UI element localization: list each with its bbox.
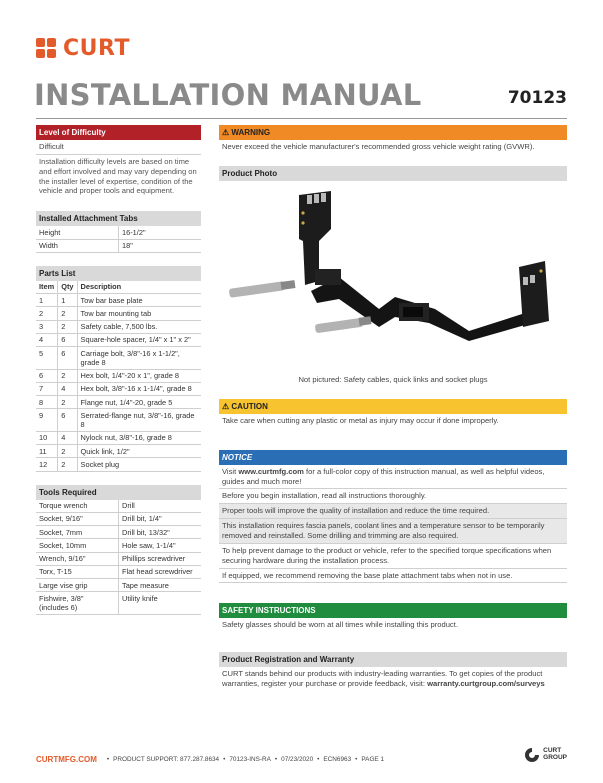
- tool-cell: Socket, 7mm: [36, 526, 119, 539]
- table-row: [36, 382, 201, 395]
- tool-cell: Drill: [119, 500, 202, 513]
- notice-item: To help prevent damage to the product or vehicle, refer to the specified torque specifications when securing hardware during the installation process.: [219, 544, 567, 569]
- parts-cell-qty: 4: [58, 382, 77, 395]
- tool-cell: Fishwire, 3/8" (includes 6): [36, 592, 119, 615]
- table-row: [36, 369, 201, 382]
- warning-text: Never exceed the vehicle manufacturer's recommended gross vehicle weight rating (GVWR).: [222, 142, 535, 151]
- parts-cell-qty: 6: [58, 347, 77, 370]
- parts-cell-qty: 2: [58, 307, 77, 320]
- parts-cell-qty: 2: [58, 369, 77, 382]
- parts-cell-desc: Tow bar mounting tab: [77, 307, 201, 320]
- notice-item: If equipped, we recommend removing the base plate attachment tabs when not in use.: [219, 569, 567, 584]
- caution-triangle-icon: ⚠: [222, 401, 230, 411]
- parts-cell-item: 2: [36, 307, 58, 320]
- table-row: [36, 458, 201, 471]
- table-row: [36, 512, 201, 525]
- notice-header: NOTICE: [219, 450, 567, 465]
- tool-cell: Flat head screwdriver: [119, 565, 202, 578]
- table-row: [36, 592, 201, 615]
- tool-cell: Utility knife: [119, 592, 202, 615]
- table-header-row: [36, 281, 201, 294]
- difficulty-header: Level of Difficulty: [36, 125, 201, 140]
- caution-header: [219, 399, 567, 414]
- parts-list-table: [36, 281, 201, 472]
- parts-cell-desc: Socket plug: [77, 458, 201, 471]
- notice-section: [219, 450, 567, 584]
- tool-cell: Drill bit, 1/4": [119, 512, 202, 525]
- attachment-width-value: 18": [119, 239, 202, 252]
- table-row: [36, 526, 201, 539]
- curt-group-logo: [524, 747, 567, 763]
- difficulty-level: Difficult: [36, 140, 201, 155]
- footer-site-link[interactable]: CURTMFG.COM: [36, 755, 97, 764]
- curt-group-mark-icon: [524, 747, 540, 763]
- tools-section: [36, 485, 201, 615]
- parts-cell-desc: Serrated-flange nut, 3/8"-16, grade 8: [77, 409, 201, 432]
- parts-cell-item: 5: [36, 347, 58, 370]
- parts-cell-desc: Nylock nut, 3/8"-16, grade 8: [77, 431, 201, 444]
- parts-cell-desc: Carriage bolt, 3/8"-16 x 1-1/2", grade 8: [77, 347, 201, 370]
- parts-cell-item: 10: [36, 431, 58, 444]
- attachment-tabs-table: [36, 226, 201, 253]
- header-divider: [36, 118, 567, 119]
- registration-section: [219, 652, 567, 691]
- tool-cell: Wrench, 9/16": [36, 552, 119, 565]
- table-row: [36, 333, 201, 346]
- column-header-description: Description: [77, 281, 201, 294]
- registration-link[interactable]: warranty.curtgroup.com/surveys: [427, 679, 545, 689]
- parts-cell-item: 11: [36, 445, 58, 458]
- tools-header: Tools Required: [36, 485, 201, 500]
- parts-cell-item: 12: [36, 458, 58, 471]
- registration-text: [219, 667, 567, 691]
- tool-cell: Socket, 10mm: [36, 539, 119, 552]
- table-row: [36, 445, 201, 458]
- parts-cell-item: 8: [36, 396, 58, 409]
- difficulty-section: [36, 125, 201, 198]
- parts-cell-item: 3: [36, 320, 58, 333]
- footer: CURTMFG.COM • PRODUCT SUPPORT: 877.287.8634 • 70123-INS-RA • 07/23/2020 • ECN6963 • PAGE 1: [36, 755, 385, 764]
- group-line2: GROUP: [543, 754, 567, 761]
- parts-cell-qty: 2: [58, 445, 77, 458]
- parts-cell-desc: Flange nut, 1/4"-20, grade 5: [77, 396, 201, 409]
- registration-header: Product Registration and Warranty: [219, 652, 567, 667]
- table-row: [36, 500, 201, 513]
- tool-cell: Hole saw, 1-1/4": [119, 539, 202, 552]
- notice-visit: [219, 465, 567, 490]
- tool-cell: Phillips screwdriver: [119, 552, 202, 565]
- curt-logo-mark-icon: [36, 38, 58, 60]
- parts-cell-qty: 2: [58, 396, 77, 409]
- table-row: [36, 409, 201, 432]
- tool-cell: Large vise grip: [36, 579, 119, 592]
- tool-cell: Socket, 9/16": [36, 512, 119, 525]
- parts-cell-item: 1: [36, 294, 58, 307]
- table-row: [36, 552, 201, 565]
- tool-cell: Tape measure: [119, 579, 202, 592]
- table-row: [36, 320, 201, 333]
- caution-text: Take care when cutting any plastic or metal as injury may occur if done improperly.: [222, 415, 499, 425]
- parts-cell-desc: Safety cable, 7,500 lbs.: [77, 320, 201, 333]
- tow-bar-image: [219, 181, 567, 373]
- warning-header: [219, 125, 567, 140]
- footer-doc-number: 70123-INS-RA: [229, 756, 271, 763]
- parts-cell-desc: Quick link, 1/2": [77, 445, 201, 458]
- safety-text: Safety glasses should be worn at all times while installing this product.: [222, 620, 458, 630]
- parts-cell-item: 9: [36, 409, 58, 432]
- footer-page: PAGE 1: [361, 756, 385, 763]
- parts-cell-desc: Tow bar base plate: [77, 294, 201, 307]
- notice-visit-suffix: for a full-color copy of this instruction manual, as well as helpful videos, guides and much more!: [222, 466, 545, 486]
- curt-logo: [36, 36, 130, 61]
- group-line1: CURT: [543, 747, 562, 755]
- table-row: [36, 239, 201, 252]
- notice-item: This installation requires fascia panels, coolant lines and a temperature sensor to be temporarily removed and reinstalled. Some drilling and trimming are also required.: [219, 519, 567, 544]
- footer-ecn: ECN6963: [323, 756, 352, 763]
- table-row: [36, 347, 201, 370]
- column-header-qty: Qty: [58, 281, 77, 294]
- tool-cell: Torque wrench: [36, 500, 119, 513]
- table-row: [36, 565, 201, 578]
- part-number: 70123: [507, 88, 567, 108]
- warning-header-label: WARNING: [231, 128, 271, 137]
- footer-support: PRODUCT SUPPORT: 877.287.8634: [113, 756, 220, 763]
- notice-item: Before you begin installation, read all instructions thoroughly.: [219, 489, 567, 504]
- warning-section: [219, 125, 567, 154]
- parts-cell-desc: Hex bolt, 1/4"-20 x 1", grade 8: [77, 369, 201, 382]
- column-header-item: Item: [36, 281, 58, 294]
- tool-cell: Drill bit, 13/32": [119, 526, 202, 539]
- parts-cell-qty: 6: [58, 333, 77, 346]
- parts-cell-item: 4: [36, 333, 58, 346]
- table-row: [36, 539, 201, 552]
- safety-header: SAFETY INSTRUCTIONS: [219, 603, 567, 618]
- product-photo: [219, 181, 567, 373]
- table-row: [36, 431, 201, 444]
- parts-cell-qty: 4: [58, 431, 77, 444]
- table-row: [36, 226, 201, 239]
- caution-section: [219, 399, 567, 428]
- notice-visit-prefix: Visit: [222, 466, 239, 476]
- product-photo-caption: Not pictured: Safety cables, quick links and socket plugs: [298, 374, 488, 384]
- caution-header-label: CAUTION: [231, 401, 268, 411]
- attachment-tabs-header: Installed Attachment Tabs: [36, 211, 201, 226]
- parts-cell-desc: Hex bolt, 3/8"-16 x 1-1/4", grade 8: [77, 382, 201, 395]
- attachment-tabs-section: [36, 211, 201, 253]
- table-row: [36, 396, 201, 409]
- page-title: INSTALLATION MANUAL: [34, 78, 422, 112]
- parts-cell-item: 6: [36, 369, 58, 382]
- parts-cell-qty: 2: [58, 320, 77, 333]
- right-column: [219, 125, 567, 704]
- difficulty-description: Installation difficulty levels are based on time and effort involved and may vary depending on the installer level of expertise, condition of the vehicle and proper tools and equipment.: [39, 156, 197, 196]
- parts-cell-qty: 1: [58, 294, 77, 307]
- product-photo-header: Product Photo: [219, 166, 567, 181]
- parts-cell-qty: 6: [58, 409, 77, 432]
- logo-text: CURT: [63, 36, 130, 61]
- safety-section: [219, 603, 567, 632]
- notice-visit-link[interactable]: www.curtmfg.com: [238, 466, 304, 476]
- attachment-width-label: Width: [36, 239, 119, 252]
- notice-item: Proper tools will improve the quality of installation and reduce the time required.: [219, 504, 567, 519]
- table-row: [36, 294, 201, 307]
- parts-list-header: Parts List: [36, 266, 201, 281]
- table-row: [36, 579, 201, 592]
- parts-cell-qty: 2: [58, 458, 77, 471]
- tools-table: [36, 500, 201, 615]
- tool-cell: Torx, T-15: [36, 565, 119, 578]
- parts-list-section: [36, 266, 201, 472]
- registration-body: CURT stands behind our products with industry-leading warranties. To get copies of the product warranties, register your purchase or provide feedback, visit:: [222, 669, 543, 689]
- left-column: [36, 125, 201, 628]
- table-row: [36, 307, 201, 320]
- attachment-height-value: 16-1/2": [119, 226, 202, 239]
- attachment-height-label: Height: [36, 226, 119, 239]
- parts-cell-desc: Square-hole spacer, 1/4" x 1" x 2": [77, 333, 201, 346]
- parts-cell-item: 7: [36, 382, 58, 395]
- product-photo-section: [219, 166, 567, 386]
- footer-date: 07/23/2020: [281, 756, 314, 763]
- warning-triangle-icon: ⚠: [222, 128, 230, 137]
